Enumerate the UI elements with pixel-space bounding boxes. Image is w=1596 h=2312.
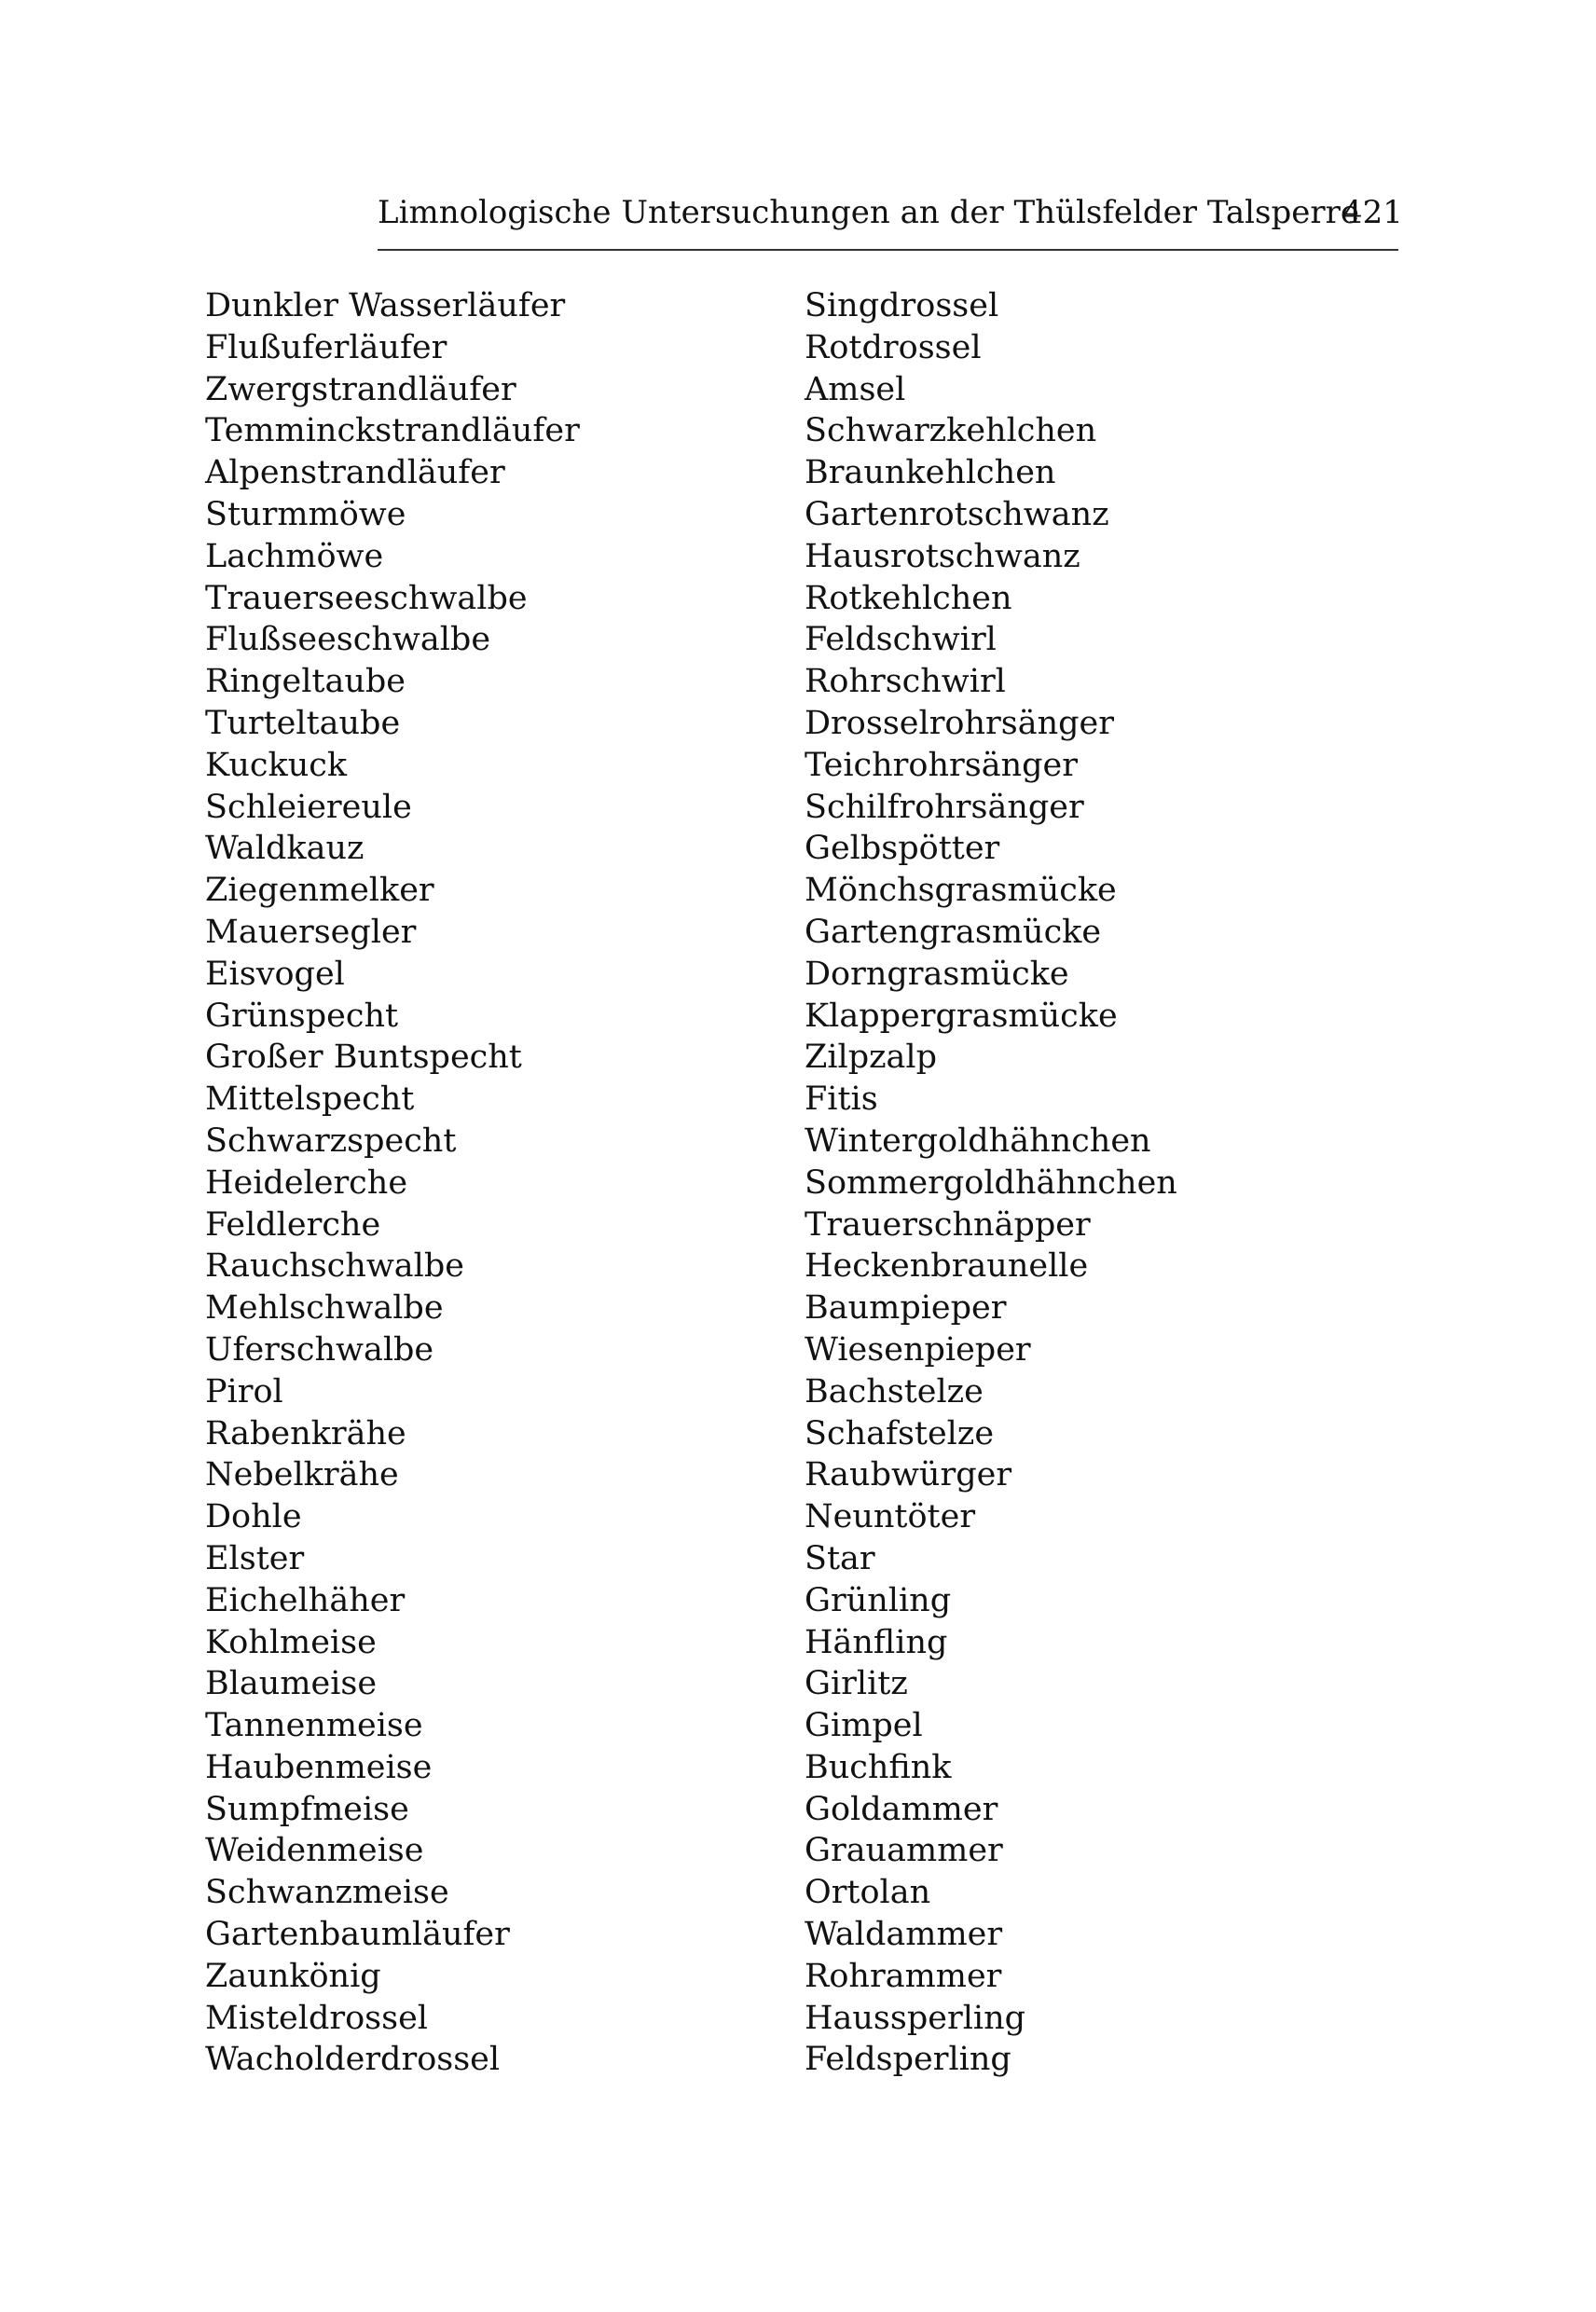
species-name: Gartenbaumläufer (205, 1916, 510, 1954)
species-name: Braunkehlchen (805, 454, 1056, 492)
species-name: Bachstelze (805, 1372, 984, 1411)
species-name: Mittelspecht (205, 1080, 415, 1119)
species-name: Hausrotschwanz (805, 537, 1080, 575)
species-name: Klappergrasmücke (805, 997, 1118, 1035)
species-name: Turteltaube (205, 704, 401, 742)
species-name: Star (805, 1539, 875, 1577)
species-name: Schafstelze (805, 1414, 995, 1452)
species-name: Waldkauz (205, 830, 365, 868)
species-name: Grünling (805, 1581, 952, 1619)
species-name: Trauerseeschwalbe (205, 579, 528, 617)
species-name: Weidenmeise (205, 1832, 424, 1870)
species-name: Schwarzspecht (205, 1122, 457, 1160)
species-name: Nebelkrähe (205, 1456, 399, 1494)
species-name: Eisvogel (205, 955, 345, 993)
species-name: Heckenbraunelle (805, 1247, 1089, 1286)
species-name: Raubwürger (805, 1456, 1012, 1494)
species-name: Rotkehlchen (805, 579, 1012, 617)
species-name: Buchfink (805, 1748, 952, 1786)
species-name: Flußseeschwalbe (205, 621, 491, 659)
species-list-left (205, 285, 764, 2081)
species-name: Drosselrohrsänger (805, 704, 1114, 742)
species-name: Rauchschwalbe (205, 1247, 464, 1286)
species-name: Heidelerche (205, 1163, 408, 1202)
species-name: Ortolan (805, 1874, 931, 1912)
species-name: Sommergoldhähnchen (805, 1163, 1177, 1202)
species-name: Feldsperling (805, 2041, 1011, 2079)
species-name: Großer Buntspecht (205, 1039, 522, 1077)
species-name: Goldammer (805, 1790, 998, 1828)
species-name: Wacholderdrossel (205, 2041, 501, 2079)
species-name: Waldammer (805, 1916, 1003, 1954)
species-name: Eichelhäher (205, 1581, 406, 1619)
species-name: Trauerschnäpper (805, 1205, 1091, 1244)
species-name: Rabenkrähe (205, 1414, 406, 1452)
species-name: Rohrschwirl (805, 663, 1006, 701)
species-name: Teichrohrsänger (805, 746, 1078, 784)
species-name: Schwanzmeise (205, 1874, 449, 1912)
species-name: Kohlmeise (205, 1623, 377, 1661)
species-name: Neuntöter (805, 1498, 976, 1536)
species-name: Haubenmeise (205, 1748, 433, 1786)
species-name: Alpenstrandläufer (205, 454, 505, 492)
species-name: Fitis (805, 1080, 878, 1119)
species-name: Wiesenpieper (805, 1330, 1031, 1369)
species-name: Haussperling (805, 1999, 1026, 2037)
species-name: Elster (205, 1539, 305, 1577)
species-name: Tannenmeise (205, 1707, 423, 1745)
species-name: Kuckuck (205, 746, 348, 784)
species-name: Feldschwirl (805, 621, 997, 659)
species-name: Dunkler Wasserläufer (205, 287, 566, 324)
species-name: Grünspecht (205, 997, 399, 1035)
species-name: Blaumeise (205, 1665, 378, 1703)
species-name: Gelbspötter (805, 830, 1000, 868)
species-name: Sturmmöwe (205, 495, 406, 533)
species-name: Wintergoldhähnchen (805, 1122, 1151, 1160)
species-name: Mauersegler (205, 913, 417, 951)
species-name: Baumpieper (805, 1289, 1007, 1328)
species-name: Temminckstrandläufer (205, 412, 580, 450)
species-name: Rohrammer (805, 1957, 1002, 1995)
species-name: Mönchsgrasmücke (805, 872, 1117, 910)
species-name: Ziegenmelker (205, 872, 434, 910)
species-name: Uferschwalbe (205, 1330, 434, 1369)
species-list-right (805, 285, 1383, 2081)
species-name: Grauammer (805, 1832, 1003, 1870)
species-name: Dorngrasmücke (805, 955, 1069, 993)
species-name: Gartengrasmücke (805, 913, 1102, 951)
species-name: Gartenrotschwanz (805, 495, 1109, 533)
species-name: Flußuferläufer (205, 328, 447, 366)
species-name: Hänfling (805, 1623, 948, 1661)
species-name: Feldlerche (205, 1205, 381, 1244)
species-name: Girlitz (805, 1665, 908, 1703)
species-name: Schwarzkehlchen (805, 412, 1097, 450)
species-name: Schilfrohrsänger (805, 788, 1084, 826)
species-name: Dohle (205, 1498, 302, 1536)
species-name: Zwergstrandläufer (205, 370, 516, 408)
species-name: Singdrossel (805, 287, 999, 324)
species-name: Lachmöwe (205, 537, 384, 575)
species-name: Ringeltaube (205, 663, 406, 701)
species-name: Amsel (805, 370, 906, 408)
species-name: Rotdrossel (805, 328, 982, 366)
species-name: Schleiereule (205, 788, 412, 826)
running-head-title: Limnologische Untersuchungen an der Thülsfelder Talsperre (378, 194, 1360, 231)
header-rule (378, 249, 1398, 251)
species-name: Pirol (205, 1372, 283, 1411)
species-name: Sumpfmeise (205, 1790, 409, 1828)
species-name: Mehlschwalbe (205, 1289, 444, 1328)
species-name: Misteldrossel (205, 1999, 429, 2037)
species-name: Zilpzalp (805, 1039, 938, 1077)
page-number: 421 (1342, 194, 1403, 231)
species-name: Gimpel (805, 1707, 923, 1745)
species-name: Zaunkönig (205, 1957, 381, 1995)
